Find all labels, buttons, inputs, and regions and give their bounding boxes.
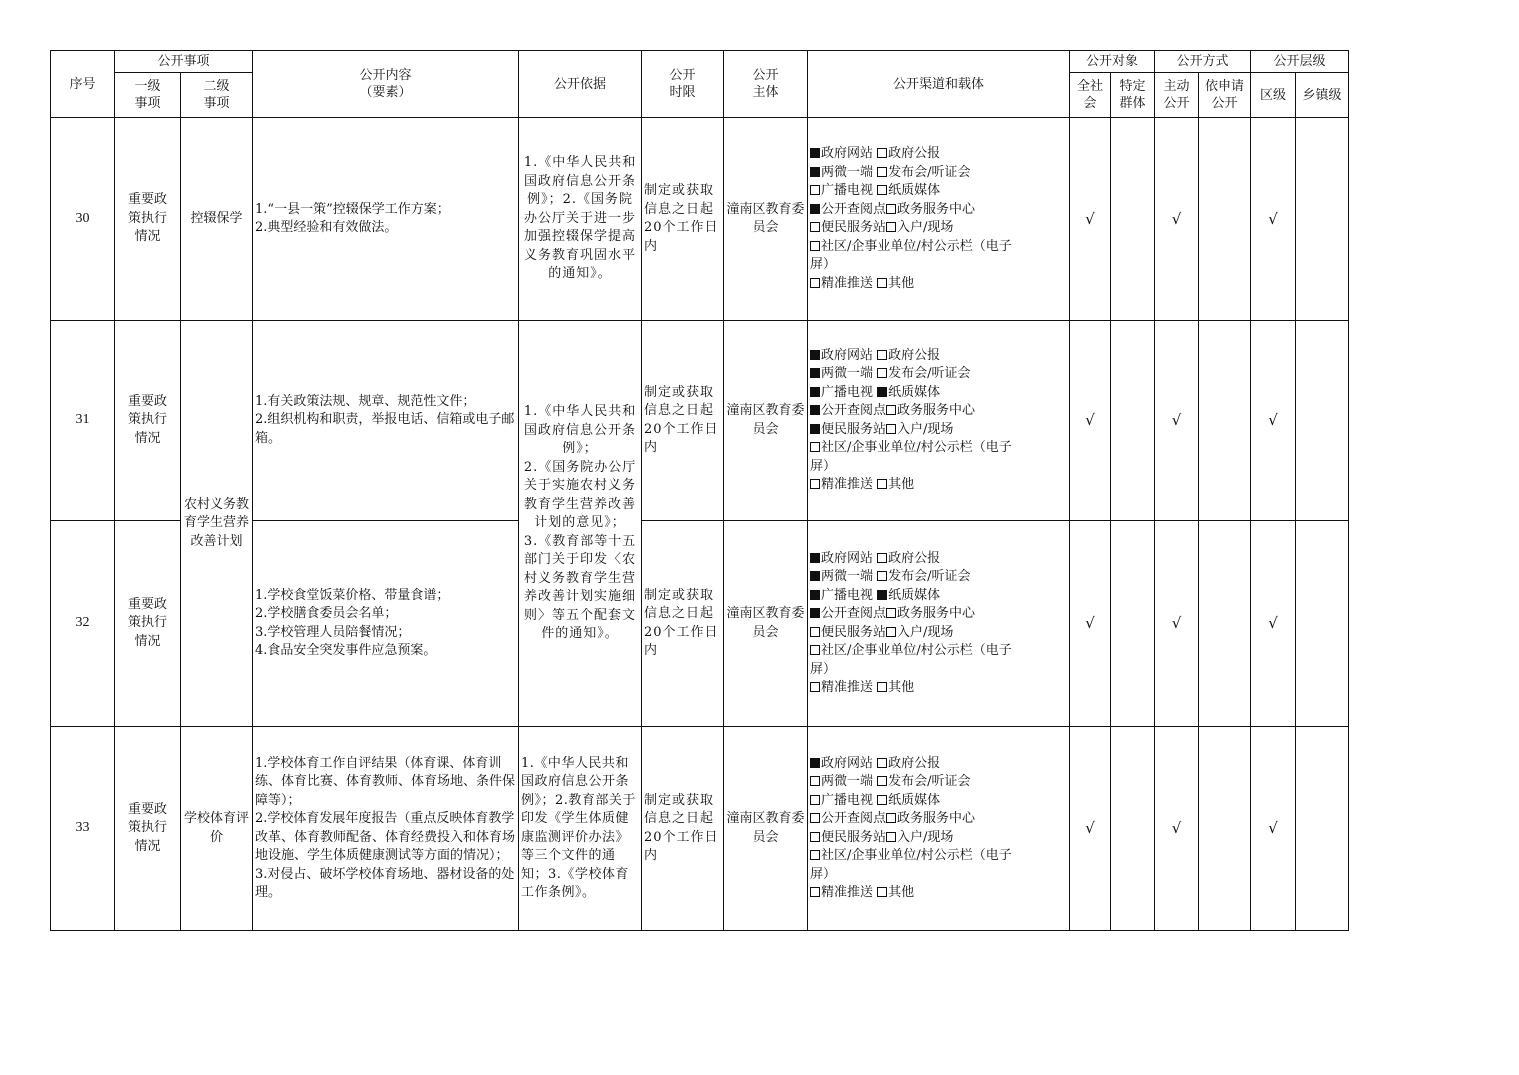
channel-checkbox-two-micro <box>810 368 820 378</box>
channel-line <box>810 365 1067 384</box>
row-subject: 潼南区教育委员会 <box>724 321 808 521</box>
channel-checkbox-bulletin <box>810 645 820 655</box>
channel-label-paper: 纸质媒体 <box>888 183 941 198</box>
channel-checkbox-other <box>877 682 887 692</box>
row-seq: 32 <box>51 521 115 727</box>
row-level2: 学校体育评价 <box>181 727 253 931</box>
target-specific-cell <box>1111 727 1155 931</box>
channel-checkbox-press <box>877 571 887 581</box>
channel-checkbox-press <box>877 368 887 378</box>
row-level2: 农村义务教育学生营养改善计划 <box>181 321 253 727</box>
row-basis: 1.《中华人民共和国政府信息公开条例》；2.《国务院办公厅关于进一步加强控辍保学提高义务教育巩固水平的通知》。 <box>519 118 642 321</box>
header-level-district: 区级 <box>1251 73 1296 118</box>
channel-checkbox-precise-push <box>810 479 820 489</box>
channel-line <box>810 605 1067 624</box>
channel-label-service-station: 便民服务站 <box>821 421 887 437</box>
method-active-check: √ <box>1155 521 1199 727</box>
channel-label-bulletin: 社区/企事业单位/村公示栏（电子 <box>821 238 1012 254</box>
channel-checkbox-radio-tv <box>810 795 820 805</box>
channel-checkbox-paper <box>877 590 887 600</box>
channel-label-paper: 纸质媒体 <box>888 384 941 400</box>
channel-label-door-to-door: 入户/现场 <box>897 624 954 640</box>
channel-line <box>810 182 1067 201</box>
channel-line <box>810 238 1067 257</box>
channel-label-gov-site: 政府网站 <box>821 146 874 161</box>
channel-checkbox-precise-push <box>810 278 820 288</box>
channel-line <box>810 829 1067 848</box>
channel-label-radio-tv: 广播电视 <box>821 384 874 400</box>
channel-label-service-station: 便民服务站 <box>821 829 887 845</box>
header-level-group: 公开层级 <box>1251 51 1349 73</box>
row-level1: 重要政 策执行 情况 <box>115 521 181 727</box>
channel-checkbox-service-center <box>886 204 896 214</box>
channel-label-gov-gazette: 政府公报 <box>888 347 941 363</box>
channel-line <box>810 792 1067 811</box>
channel-checkbox-reading-point <box>810 608 820 618</box>
channel-checkbox-two-micro <box>810 167 820 177</box>
channel-label-other: 其他 <box>888 275 915 291</box>
row-channels <box>808 727 1070 931</box>
channel-checkbox-paper <box>877 185 887 195</box>
row-basis: 1.《中华人民共和国政府信息公开条例》；2.教育部关于印发《学生体质健康监测评价办法》等三个文件的通知；3.《学校体育工作条例》。 <box>519 727 642 931</box>
channel-checkbox-gov-gazette <box>877 350 887 360</box>
channel-label-press: 发布会/听证会 <box>888 569 971 584</box>
channel-label-door-to-door: 入户/现场 <box>897 829 954 845</box>
channel-line <box>810 421 1067 440</box>
channel-line <box>810 847 1067 866</box>
row-level1: 重要政 策执行 情况 <box>115 727 181 931</box>
header-method-group: 公开方式 <box>1155 51 1251 73</box>
row-subject: 潼南区教育委员会 <box>724 521 808 727</box>
channel-label-gov-site: 政府网站 <box>821 755 874 771</box>
channel-label-radio-tv: 广播电视 <box>821 792 874 808</box>
channel-line <box>810 402 1067 421</box>
channel-checkbox-bulletin <box>810 442 820 452</box>
channel-label-service-center: 政务服务中心 <box>897 811 976 826</box>
row-content: 1.学校食堂饭菜价格、带量食谱； 2.学校膳食委员会名单； 3.学校管理人员陪餐情况； 4.食品安全突发事件应急预案。 <box>253 521 519 727</box>
table-row <box>51 321 1349 521</box>
channel-label-service-center: 政务服务中心 <box>897 201 976 217</box>
channel-line <box>810 550 1067 569</box>
level-town-cell <box>1296 321 1349 521</box>
channel-label-paper: 纸质媒体 <box>888 792 941 808</box>
row-level1: 重要政 策执行 情况 <box>115 321 181 521</box>
channel-checkbox-other <box>877 479 887 489</box>
table-row <box>51 727 1349 931</box>
target-specific-cell <box>1111 521 1155 727</box>
channel-checkbox-paper <box>877 387 887 397</box>
channel-label-gov-gazette: 政府公报 <box>888 755 941 771</box>
channel-line <box>810 476 1067 495</box>
header-time-limit: 公开 时限 <box>642 51 724 118</box>
channel-checkbox-service-center <box>886 405 896 415</box>
level-district-check: √ <box>1251 727 1296 931</box>
header-level2: 二级 事项 <box>181 73 253 118</box>
channel-checkbox-press <box>877 776 887 786</box>
row-level1: 重要政 策执行 情况 <box>115 118 181 321</box>
target-all-check: √ <box>1070 321 1111 521</box>
channel-label-reading-point: 公开查阅点 <box>821 201 887 217</box>
channel-checkbox-gov-gazette <box>877 758 887 768</box>
channel-label-bulletin-continued: 屏） <box>810 458 837 474</box>
channel-checkbox-bulletin <box>810 241 820 251</box>
channel-label-bulletin: 社区/企事业单位/村公示栏（电子 <box>821 643 1012 658</box>
channel-checkbox-gov-gazette <box>877 148 887 158</box>
channel-checkbox-reading-point <box>810 813 820 823</box>
channel-label-radio-tv: 广播电视 <box>821 183 874 198</box>
channel-label-service-station: 便民服务站 <box>821 624 887 640</box>
method-request-cell <box>1199 521 1251 727</box>
channel-line <box>810 773 1067 792</box>
row-seq: 31 <box>51 321 115 521</box>
channel-label-paper: 纸质媒体 <box>888 587 941 603</box>
channel-label-precise-push: 精准推送 <box>821 477 874 492</box>
channel-label-bulletin-continued: 屏） <box>810 661 837 677</box>
row-level2: 控辍保学 <box>181 118 253 321</box>
channel-checkbox-service-station <box>810 832 820 842</box>
channel-checkbox-two-micro <box>810 776 820 786</box>
row-channels <box>808 118 1070 321</box>
channel-label-other: 其他 <box>888 477 915 492</box>
target-all-check: √ <box>1070 521 1111 727</box>
channel-line <box>810 439 1067 458</box>
header-items-group: 公开事项 <box>115 51 253 73</box>
target-specific-cell <box>1111 118 1155 321</box>
method-active-check: √ <box>1155 321 1199 521</box>
header-level-town: 乡镇级 <box>1296 73 1349 118</box>
row-content: 1.“一县一策”控辍保学工作方案； 2.典型经验和有效做法。 <box>253 118 519 321</box>
row-time-limit: 制定或获取信息之日起20个工作日内 <box>642 727 724 931</box>
channel-checkbox-press <box>877 167 887 177</box>
channel-line <box>810 679 1067 698</box>
target-specific-cell <box>1111 321 1155 521</box>
channel-checkbox-gov-gazette <box>877 553 887 563</box>
channel-line <box>810 219 1067 238</box>
channel-line <box>810 384 1067 403</box>
channel-checkbox-service-station <box>810 627 820 637</box>
channel-line <box>810 568 1067 587</box>
target-all-check: √ <box>1070 727 1111 931</box>
channel-label-gov-site: 政府网站 <box>821 550 874 566</box>
header-level1: 一级 事项 <box>115 73 181 118</box>
header-basis: 公开依据 <box>519 51 642 118</box>
channel-checkbox-radio-tv <box>810 590 820 600</box>
channel-checkbox-service-center <box>886 813 896 823</box>
channel-label-press: 发布会/听证会 <box>888 774 971 789</box>
channel-label-service-center: 政务服务中心 <box>897 403 976 418</box>
channel-checkbox-gov-site <box>810 758 820 768</box>
method-active-check: √ <box>1155 727 1199 931</box>
channel-checkbox-reading-point <box>810 204 820 214</box>
row-seq: 30 <box>51 118 115 321</box>
channel-label-gov-gazette: 政府公报 <box>888 550 941 566</box>
channel-line <box>810 164 1067 183</box>
channel-line <box>810 624 1067 643</box>
channel-label-bulletin: 社区/企事业单位/村公示栏（电子 <box>821 440 1012 455</box>
channel-checkbox-service-station <box>810 424 820 434</box>
method-request-cell <box>1199 118 1251 321</box>
channel-checkbox-other <box>877 278 887 288</box>
channel-checkbox-door-to-door <box>886 222 896 232</box>
channel-checkbox-two-micro <box>810 571 820 581</box>
channel-checkbox-door-to-door <box>886 424 896 434</box>
target-all-check: √ <box>1070 118 1111 321</box>
row-seq: 33 <box>51 727 115 931</box>
header-channels: 公开渠道和载体 <box>808 51 1070 118</box>
channel-checkbox-door-to-door <box>886 627 896 637</box>
row-time-limit: 制定或获取信息之日起20个工作日内 <box>642 118 724 321</box>
channel-label-two-micro: 两微一端 <box>821 366 874 381</box>
level-district-check: √ <box>1251 118 1296 321</box>
channel-label-bulletin-continued: 屏） <box>810 257 837 272</box>
row-content: 1.有关政策法规、规章、规范性文件； 2.组织机构和职责，举报电话、信箱或电子邮箱。 <box>253 321 519 521</box>
channel-line <box>810 642 1067 661</box>
channel-label-press: 发布会/听证会 <box>888 366 971 381</box>
channel-line <box>810 587 1067 606</box>
channel-checkbox-service-center <box>886 608 896 618</box>
channel-line <box>810 810 1067 829</box>
channel-label-press: 发布会/听证会 <box>888 164 971 180</box>
channel-label-bulletin: 社区/企事业单位/村公示栏（电子 <box>821 848 1012 863</box>
channel-label-bulletin-continued: 屏） <box>810 866 837 882</box>
channel-checkbox-gov-site <box>810 553 820 563</box>
channel-label-reading-point: 公开查阅点 <box>821 403 887 418</box>
row-subject: 潼南区教育委员会 <box>724 727 808 931</box>
header-target-group: 公开对象 <box>1070 51 1155 73</box>
channel-checkbox-radio-tv <box>810 185 820 195</box>
row-content: 1.学校体育工作自评结果（体育课、体育训练、体育比赛、体育教师、体育场地、条件保障等）； 2.学校体育发展年度报告（重点反映体育教学改革、体育教师配备、体育经费投入和体育场地设施、学生体质健康测试等方面的情况）；3.对侵占、破坏学校体育场地、器材设备的处理。 <box>253 727 519 931</box>
channel-checkbox-paper <box>877 795 887 805</box>
channel-label-two-micro: 两微一端 <box>821 164 874 180</box>
header-method-request: 依申请 公开 <box>1199 73 1251 118</box>
level-district-check: √ <box>1251 521 1296 727</box>
channel-label-precise-push: 精准推送 <box>821 275 874 291</box>
channel-line <box>810 201 1067 220</box>
channel-checkbox-door-to-door <box>886 832 896 842</box>
channel-line <box>810 347 1067 366</box>
channel-label-radio-tv: 广播电视 <box>821 587 874 603</box>
header-target-all: 全社 会 <box>1070 73 1111 118</box>
channel-label-service-center: 政务服务中心 <box>897 606 976 621</box>
row-time-limit: 制定或获取信息之日起20个工作日内 <box>642 521 724 727</box>
channel-label-precise-push: 精准推送 <box>821 680 874 695</box>
level-town-cell <box>1296 118 1349 321</box>
header-seq: 序号 <box>51 51 115 118</box>
row-channels <box>808 521 1070 727</box>
channel-checkbox-radio-tv <box>810 387 820 397</box>
row-time-limit: 制定或获取信息之日起20个工作日内 <box>642 321 724 521</box>
channel-label-precise-push: 精准推送 <box>821 885 874 900</box>
header-content: 公开内容 （要素） <box>253 51 519 118</box>
channel-label-gov-site: 政府网站 <box>821 347 874 363</box>
channel-label-service-station: 便民服务站 <box>821 220 887 235</box>
channel-line <box>810 145 1067 164</box>
channel-line <box>810 884 1067 903</box>
row-channels <box>808 321 1070 521</box>
channel-checkbox-precise-push <box>810 682 820 692</box>
channel-label-reading-point: 公开查阅点 <box>821 811 887 826</box>
method-request-cell <box>1199 321 1251 521</box>
channel-label-other: 其他 <box>888 680 915 695</box>
header-method-active: 主动 公开 <box>1155 73 1199 118</box>
level-town-cell <box>1296 727 1349 931</box>
channel-label-two-micro: 两微一端 <box>821 774 874 789</box>
level-district-check: √ <box>1251 321 1296 521</box>
header-target-specific: 特定 群体 <box>1111 73 1155 118</box>
channel-line <box>810 275 1067 294</box>
channel-checkbox-reading-point <box>810 405 820 415</box>
channel-checkbox-bulletin <box>810 850 820 860</box>
channel-checkbox-gov-site <box>810 350 820 360</box>
channel-checkbox-other <box>877 887 887 897</box>
channel-checkbox-precise-push <box>810 887 820 897</box>
channel-label-other: 其他 <box>888 885 915 900</box>
channel-checkbox-service-station <box>810 222 820 232</box>
channel-label-reading-point: 公开查阅点 <box>821 606 887 621</box>
method-active-check: √ <box>1155 118 1199 321</box>
row-basis: 1.《中华人民共和国政府信息公开条例》； 2.《国务院办公厅关于实施农村义务教育学生营养改善计划的意见》； 3.《教育部等十五部门关于印发〈农村义务教育学生营养改善计划实施细则〉等五个配套文件的通知》。 <box>519 321 642 727</box>
channel-label-two-micro: 两微一端 <box>821 569 874 584</box>
channel-line <box>810 755 1067 774</box>
channel-label-door-to-door: 入户/现场 <box>897 220 954 235</box>
table-row <box>51 118 1349 321</box>
level-town-cell <box>1296 521 1349 727</box>
channel-label-gov-gazette: 政府公报 <box>888 146 941 161</box>
row-subject: 潼南区教育委员会 <box>724 118 808 321</box>
disclosure-table <box>50 50 1349 931</box>
header-subject: 公开 主体 <box>724 51 808 118</box>
method-request-cell <box>1199 727 1251 931</box>
channel-label-door-to-door: 入户/现场 <box>897 421 954 437</box>
channel-checkbox-gov-site <box>810 148 820 158</box>
